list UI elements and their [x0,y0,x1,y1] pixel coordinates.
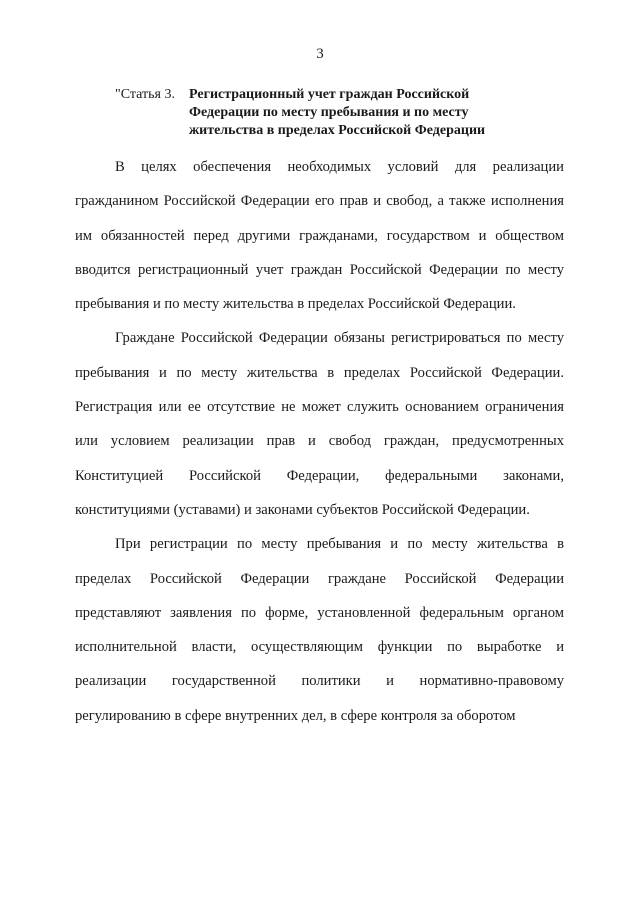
article-label: "Статья 3. [115,87,175,102]
article-title [189,86,535,140]
paragraph: Граждане Российской Федерации обязаны регистрироваться по месту пребывания и по месту жительства в пределах Российской Федерации. Регистрация или ее отсутствие не может служить основанием ограничения или условием реализации прав и свобод граждан, предусмотренных Конституцией Российской Федерации, федеральными законами, конституциями (уставами) и законами субъектов Российской Федерации. [75,330,564,518]
paragraph: При регистрации по месту пребывания и по месту жительства в пределах Российской Федерации граждане Российской Федерации представляют заявления по форме, установленной федеральным органом исполнительной власти, осуществляющим функции по выработке и реализации государственной политики и нормативно-правовому регулированию в сфере внутренних дел, в сфере контроля за оборотом [75,536,564,724]
article-body [75,150,564,733]
page-number: 3 [316,46,324,62]
article-title-line: Федерации по месту пребывания и по месту [189,105,469,120]
article-heading [115,86,535,140]
article-title-line: Регистрационный учет граждан Российской [189,87,470,102]
paragraph: В целях обеспечения необходимых условий для реализации гражданином Российской Федерации его прав и свобод, а также исполнения им обязанностей перед другими гражданами, государством и обществом вводится регистрационный учет граждан Российской Федерации по месту пребывания и по месту жительства в пределах Российской Федерации. [75,159,564,313]
article-title-line: жительства в пределах Российской Федерации [189,123,486,138]
